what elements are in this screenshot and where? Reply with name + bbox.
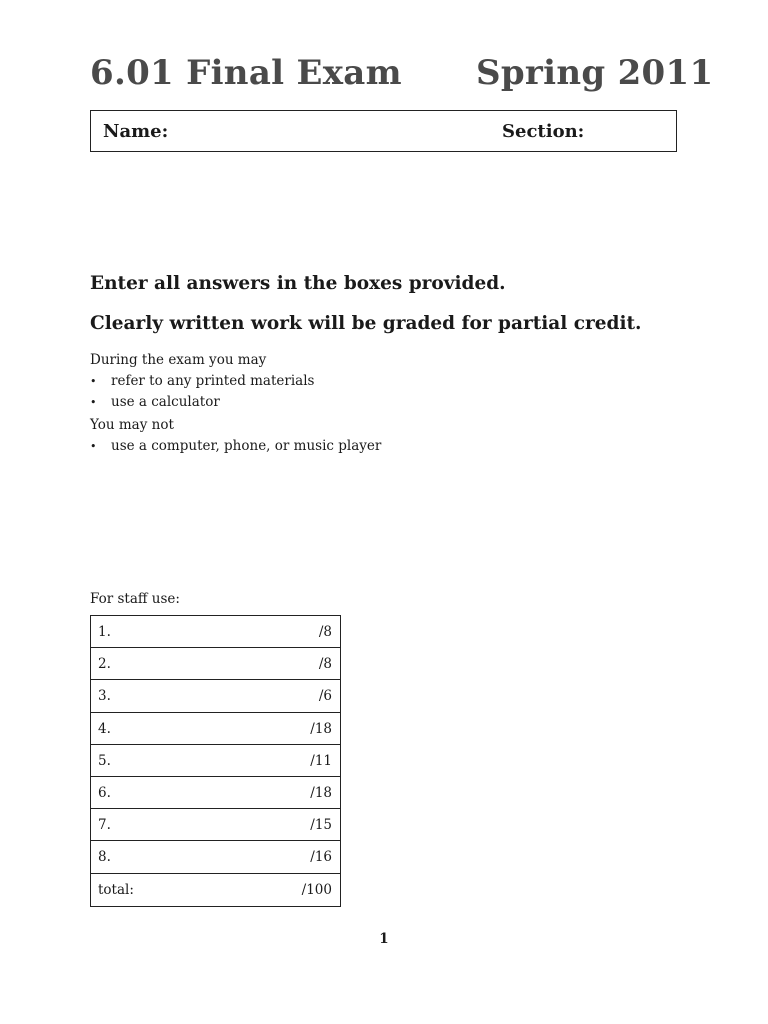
total-label: total: (98, 881, 134, 898)
problem-max-points: /18 (310, 720, 332, 737)
problem-max-points: /6 (318, 688, 332, 705)
score-row (91, 616, 340, 648)
bullet-icon: • (90, 396, 97, 409)
may-heading: During the exam you may (90, 352, 267, 368)
score-total-row (91, 874, 340, 906)
may-item (90, 372, 314, 391)
problem-number: 6. (98, 784, 111, 801)
score-row (91, 809, 340, 841)
problem-number: 7. (98, 817, 111, 834)
problem-number: 1. (98, 624, 111, 640)
problem-max-points: /15 (310, 817, 332, 834)
instruction-partial-credit: Clearly written work will be graded for partial credit. (90, 313, 642, 334)
name-label: Name: (103, 121, 169, 142)
total-max-points: /100 (301, 881, 332, 898)
may-not-item-text: use a computer, phone, or music player (111, 438, 382, 454)
score-row (91, 841, 340, 873)
may-not-heading: You may not (90, 417, 174, 433)
may-item (90, 393, 220, 412)
problem-max-points: /16 (310, 849, 332, 866)
score-row (91, 680, 340, 712)
problem-max-points: /8 (318, 624, 332, 640)
page-number: 1 (379, 931, 389, 947)
score-table (90, 615, 341, 907)
problem-max-points: /11 (310, 752, 332, 769)
name-section-box (90, 110, 677, 152)
problem-number: 2. (98, 656, 111, 673)
score-row (91, 777, 340, 809)
score-row (91, 745, 340, 777)
may-not-item (90, 437, 381, 456)
may-item-text: refer to any printed materials (111, 373, 315, 389)
problem-max-points: /8 (318, 656, 332, 673)
exam-term: Spring 2011 (476, 53, 714, 93)
staff-use-label: For staff use: (90, 591, 180, 607)
problem-max-points: /18 (310, 784, 332, 801)
exam-title: 6.01 Final Exam (90, 53, 402, 93)
bullet-icon: • (90, 440, 97, 453)
score-row (91, 713, 340, 745)
section-label: Section: (502, 121, 585, 142)
instruction-answers: Enter all answers in the boxes provided. (90, 273, 506, 294)
may-item-text: use a calculator (111, 394, 220, 410)
bullet-icon: • (90, 375, 97, 388)
problem-number: 5. (98, 752, 111, 769)
problem-number: 3. (98, 688, 111, 705)
problem-number: 8. (98, 849, 111, 866)
score-row (91, 648, 340, 680)
problem-number: 4. (98, 720, 111, 737)
